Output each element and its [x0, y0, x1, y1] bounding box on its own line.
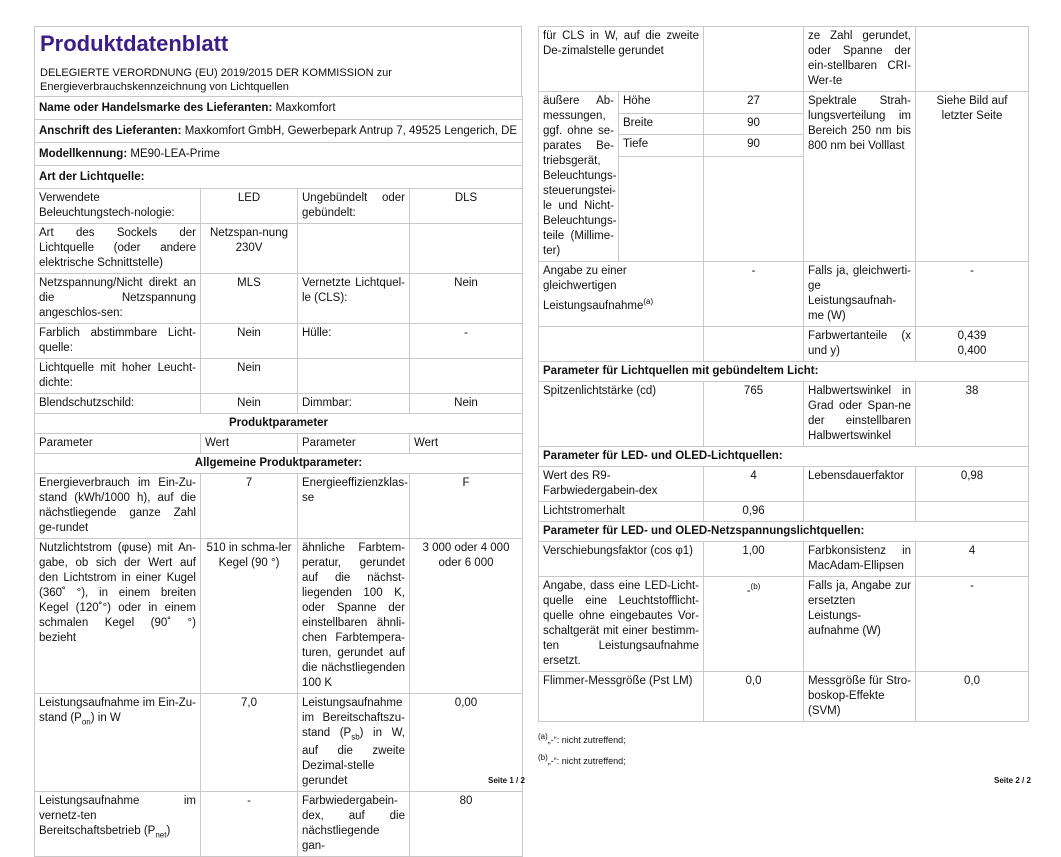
supplier-value: Maxkomfort: [275, 102, 336, 114]
spectral-distribution-value: Siehe Bild auf letzter Seite: [916, 92, 1029, 262]
datasheet-table-2: [538, 26, 1029, 722]
cct-value: 3 000 oder 4 000 oder 6 000: [410, 539, 523, 694]
equivalent-power-label: Angabe zu einer gleichwertigen Leistungsaufnahme$^{(a)}$: [539, 262, 704, 327]
model-row: [35, 143, 523, 166]
replaced-power-value: -: [916, 577, 1029, 672]
depth-value: 90: [704, 135, 804, 157]
chromaticity-value: 0,439 0,400: [916, 327, 1029, 362]
luminous-flux-value: 510 in schma-ler Kegel (90 °): [201, 539, 298, 694]
footnotes: [538, 728, 1028, 770]
peak-intensity-value: 765: [704, 382, 804, 447]
on-mode-power-value: 7,0: [201, 694, 298, 792]
empty-cell: [539, 327, 704, 362]
on-mode-power-label: Leistungsaufnahme im Ein-Zu-stand $(P_{on})$ in W: [35, 694, 201, 792]
empty-cell: [704, 27, 804, 92]
page-footer-1: Seite 1 / 2: [488, 776, 525, 785]
displacement-factor-value: 1,00: [704, 542, 804, 577]
empty-cell: [298, 224, 410, 274]
fluorescent-replacement-label: Angabe, dass eine LED-Licht-quelle eine Leuchtstofflicht-quelle ohne eingebautes Vor-schaltgerät mit einer bestimm-ten Leistungsaufnahme ersetzt.: [539, 577, 704, 672]
survival-factor-value: 0,98: [916, 467, 1029, 502]
address-label: Anschrift des Lieferanten:: [39, 125, 182, 137]
footnote-a: $^{(a)}$„-“: nicht zutreffend;: [538, 732, 626, 745]
width-value: 90: [704, 113, 804, 135]
cls-label: Vernetzte Lichtquel-le (CLS):: [298, 274, 410, 324]
col-header-value: Wert: [410, 434, 523, 454]
chromaticity-label: Farbwertanteile (x und y): [804, 327, 916, 362]
table-row: [35, 224, 523, 274]
networked-standby-continued: für CLS in W, auf die zweite De-zimalstelle gerundet: [539, 27, 704, 92]
empty-cell: [804, 502, 916, 522]
col-header-parameter: Parameter: [298, 434, 410, 454]
footnote-b: $^{(b)}$„-“: nicht zutreffend;: [538, 753, 626, 766]
cri-label: Farbwiedergabein-dex, auf die nächstliegende gan-: [298, 792, 410, 857]
envelope-label: Hülle:: [298, 324, 410, 359]
technology-value: LED: [201, 189, 298, 224]
empty-cell: [916, 502, 1029, 522]
spectral-distribution-label: Spektrale Strah-lungsverteilung im Bereich 250 nm bis 800 nm bei Volllast: [804, 92, 916, 262]
focus-label: Ungebündelt oder gebündelt:: [298, 189, 410, 224]
replaced-power-label: Falls ja, Angabe zur ersetzten Leistungs-aufnahme (W): [804, 577, 916, 672]
datasheet-page-1: [34, 26, 522, 857]
peak-intensity-label: Spitzenlichtstärke (cd): [539, 382, 704, 447]
equivalent-power-w-label: Falls ja, gleichwerti-ge Leistungsaufnah-me (W): [804, 262, 916, 327]
cls-value: Nein: [410, 274, 523, 324]
empty-cell: [298, 359, 410, 394]
empty-cell: [619, 157, 704, 262]
height-label: Höhe: [619, 92, 704, 114]
table-row: [35, 539, 523, 694]
lumen-maintenance-label: Lichtstromerhalt: [539, 502, 704, 522]
table-row: [539, 327, 1029, 362]
table-row: [35, 359, 523, 394]
dimmable-label: Dimmbar:: [298, 394, 410, 414]
envelope-value: -: [410, 324, 523, 359]
table-row: [539, 577, 1029, 672]
cri-label-continued: ze Zahl gerundet, oder Spanne der ein-stellbaren CRI-Wer-te: [804, 27, 916, 92]
beam-angle-value: 38: [916, 382, 1029, 447]
table-row: [35, 324, 523, 359]
table-row: [539, 502, 1029, 522]
glare-label: Blendschutzschild:: [35, 394, 201, 414]
page-footer-2: Seite 2 / 2: [994, 776, 1031, 785]
color-tunable-label: Farblich abstimmbare Licht-quelle:: [35, 324, 201, 359]
table-row: [539, 92, 1029, 114]
table-header-row: [35, 434, 523, 454]
table-row: [539, 382, 1029, 447]
datasheet-page-2: [538, 26, 1028, 770]
technology-label: Verwendete Beleuchtungstech-nologie:: [35, 189, 201, 224]
depth-label: Tiefe: [619, 135, 704, 157]
high-luminance-label: Lichtquelle mit hoher Leucht-dichte:: [35, 359, 201, 394]
section-mains-led-parameters: Parameter für LED- und OLED-Netzspannungslichtquellen:: [539, 522, 1029, 542]
empty-cell: [410, 359, 523, 394]
networked-standby-value: -: [201, 792, 298, 857]
energy-consumption-value: 7: [201, 474, 298, 539]
color-tunable-value: Nein: [201, 324, 298, 359]
datasheet-table-1: [34, 96, 523, 857]
table-row: [539, 467, 1029, 502]
colour-consistency-label: Farbkonsistenz in MacAdam-Ellipsen: [804, 542, 916, 577]
table-row: [539, 542, 1029, 577]
supplier-label: Name oder Handelsmarke des Lieferanten:: [39, 102, 273, 114]
supplier-row: [35, 97, 523, 120]
table-row: [539, 27, 1029, 92]
section-general-parameters: Allgemeine Produktparameter:: [35, 454, 523, 474]
width-label: Breite: [619, 113, 704, 135]
survival-factor-label: Lebensdauerfaktor: [804, 467, 916, 502]
stroboscopic-label: Messgröße für Stro-boskop-Effekte (SVM): [804, 672, 916, 722]
col-header-value: Wert: [201, 434, 298, 454]
page-title: Produktdatenblatt: [40, 31, 229, 56]
socket-label: Art des Sockels der Lichtquelle (oder andere elektrische Schnittstelle): [35, 224, 201, 274]
empty-cell: [704, 327, 804, 362]
cct-label: ähnliche Farbtem-peratur, gerundet auf die nächst-liegenden 100 K, oder Spanne der einstellbaren ähnli-chen Farbtempera-turen, gerundet auf die nächstliegenden 100 K: [298, 539, 410, 694]
colour-consistency-value: 4: [916, 542, 1029, 577]
efficiency-class-label: Energieeffizienzklas-se: [298, 474, 410, 539]
model-label: Modellkennung:: [39, 148, 128, 160]
model-value: ME90-LEA-Prime: [130, 148, 220, 160]
luminous-flux-label: Nutzlichtstrom (φuse) mit An-gabe, ob sich der Wert auf den Lichtstrom in einer Kugel (360˚ °), in einem breiten Kegel (120˚°) oder in einem schmalen Kegel (90˚ °) bezieht: [35, 539, 201, 694]
table-row: [35, 189, 523, 224]
address-row: [35, 120, 523, 143]
lumen-maintenance-value: 0,96: [704, 502, 804, 522]
r9-label: Wert des R9-Farbwiedergabein-dex: [539, 467, 704, 502]
standby-power-value: 0,00: [410, 694, 523, 792]
flicker-value: 0,0: [704, 672, 804, 722]
empty-cell: [704, 157, 804, 262]
table-row: [35, 474, 523, 539]
table-row: [35, 274, 523, 324]
table-row: [35, 792, 523, 857]
table-row: [35, 694, 523, 792]
stroboscopic-value: 0,0: [916, 672, 1029, 722]
efficiency-class-value: F: [410, 474, 523, 539]
table-row: [35, 394, 523, 414]
equivalent-power-w-value: -: [916, 262, 1029, 327]
regulation-subtitle: DELEGIERTE VERORDNUNG (EU) 2019/2015 DER KOMMISSION zur Energieverbrauchskennzeichnung von Lichtquellen: [40, 67, 392, 93]
dimmable-value: Nein: [410, 394, 523, 414]
displacement-factor-label: Verschiebungsfaktor (cos φ1): [539, 542, 704, 577]
empty-cell: [410, 224, 523, 274]
title-block: [34, 26, 522, 96]
r9-value: 4: [704, 467, 804, 502]
dimensions-label: äußere Ab-messungen, ggf. ohne se-parates Be-triebsgerät, Beleuchtungs-steuerungstei-le und Nicht-Beleuchtungs-teile (Millime-ter): [539, 92, 619, 262]
address-value: Maxkomfort GmbH, Gewerbepark Antrup 7, 49525 Lengerich, DE: [184, 125, 518, 137]
beam-angle-label: Halbwertswinkel in Grad oder Span-ne der einstellbaren Halbwertswinkel: [804, 382, 916, 447]
high-luminance-value: Nein: [201, 359, 298, 394]
section-led-parameters: Parameter für LED- und OLED-Lichtquellen:: [539, 447, 1029, 467]
mains-label: Netzspannung/Nicht direkt an die Netzspannung angeschlos-sen:: [35, 274, 201, 324]
standby-power-label: Leistungsaufnahme im Bereitschaftszu-stand $(P_{sb})$ in W, auf die zweite Dezimal-stelle gerundet: [298, 694, 410, 792]
table-row: [539, 672, 1029, 722]
networked-standby-label: Leistungsaufnahme im vernetz-ten Bereitschaftsbetrieb $(P_{net})$: [35, 792, 201, 857]
equivalent-power-value: -: [704, 262, 804, 327]
energy-consumption-label: Energieverbrauch im Ein-Zu-stand (kWh/1000 h), auf die nächstliegende ganze Zahl ge-rundet: [35, 474, 201, 539]
socket-value: Netzspan-nung 230V: [201, 224, 298, 274]
empty-cell: [916, 27, 1029, 92]
light-source-type-heading: Art der Lichtquelle:: [35, 166, 523, 189]
col-header-parameter: Parameter: [35, 434, 201, 454]
section-product-parameters: Produktparameter: [35, 414, 523, 434]
focus-value: DLS: [410, 189, 523, 224]
cri-value: 80: [410, 792, 523, 857]
table-row: [539, 262, 1029, 327]
glare-value: Nein: [201, 394, 298, 414]
fluorescent-replacement-value: -$^{(b)}$: [704, 577, 804, 672]
mains-value: MLS: [201, 274, 298, 324]
height-value: 27: [704, 92, 804, 114]
flicker-label: Flimmer-Messgröße (Pst LM): [539, 672, 704, 722]
section-directional-parameters: Parameter für Lichtquellen mit gebündeltem Licht:: [539, 362, 1029, 382]
